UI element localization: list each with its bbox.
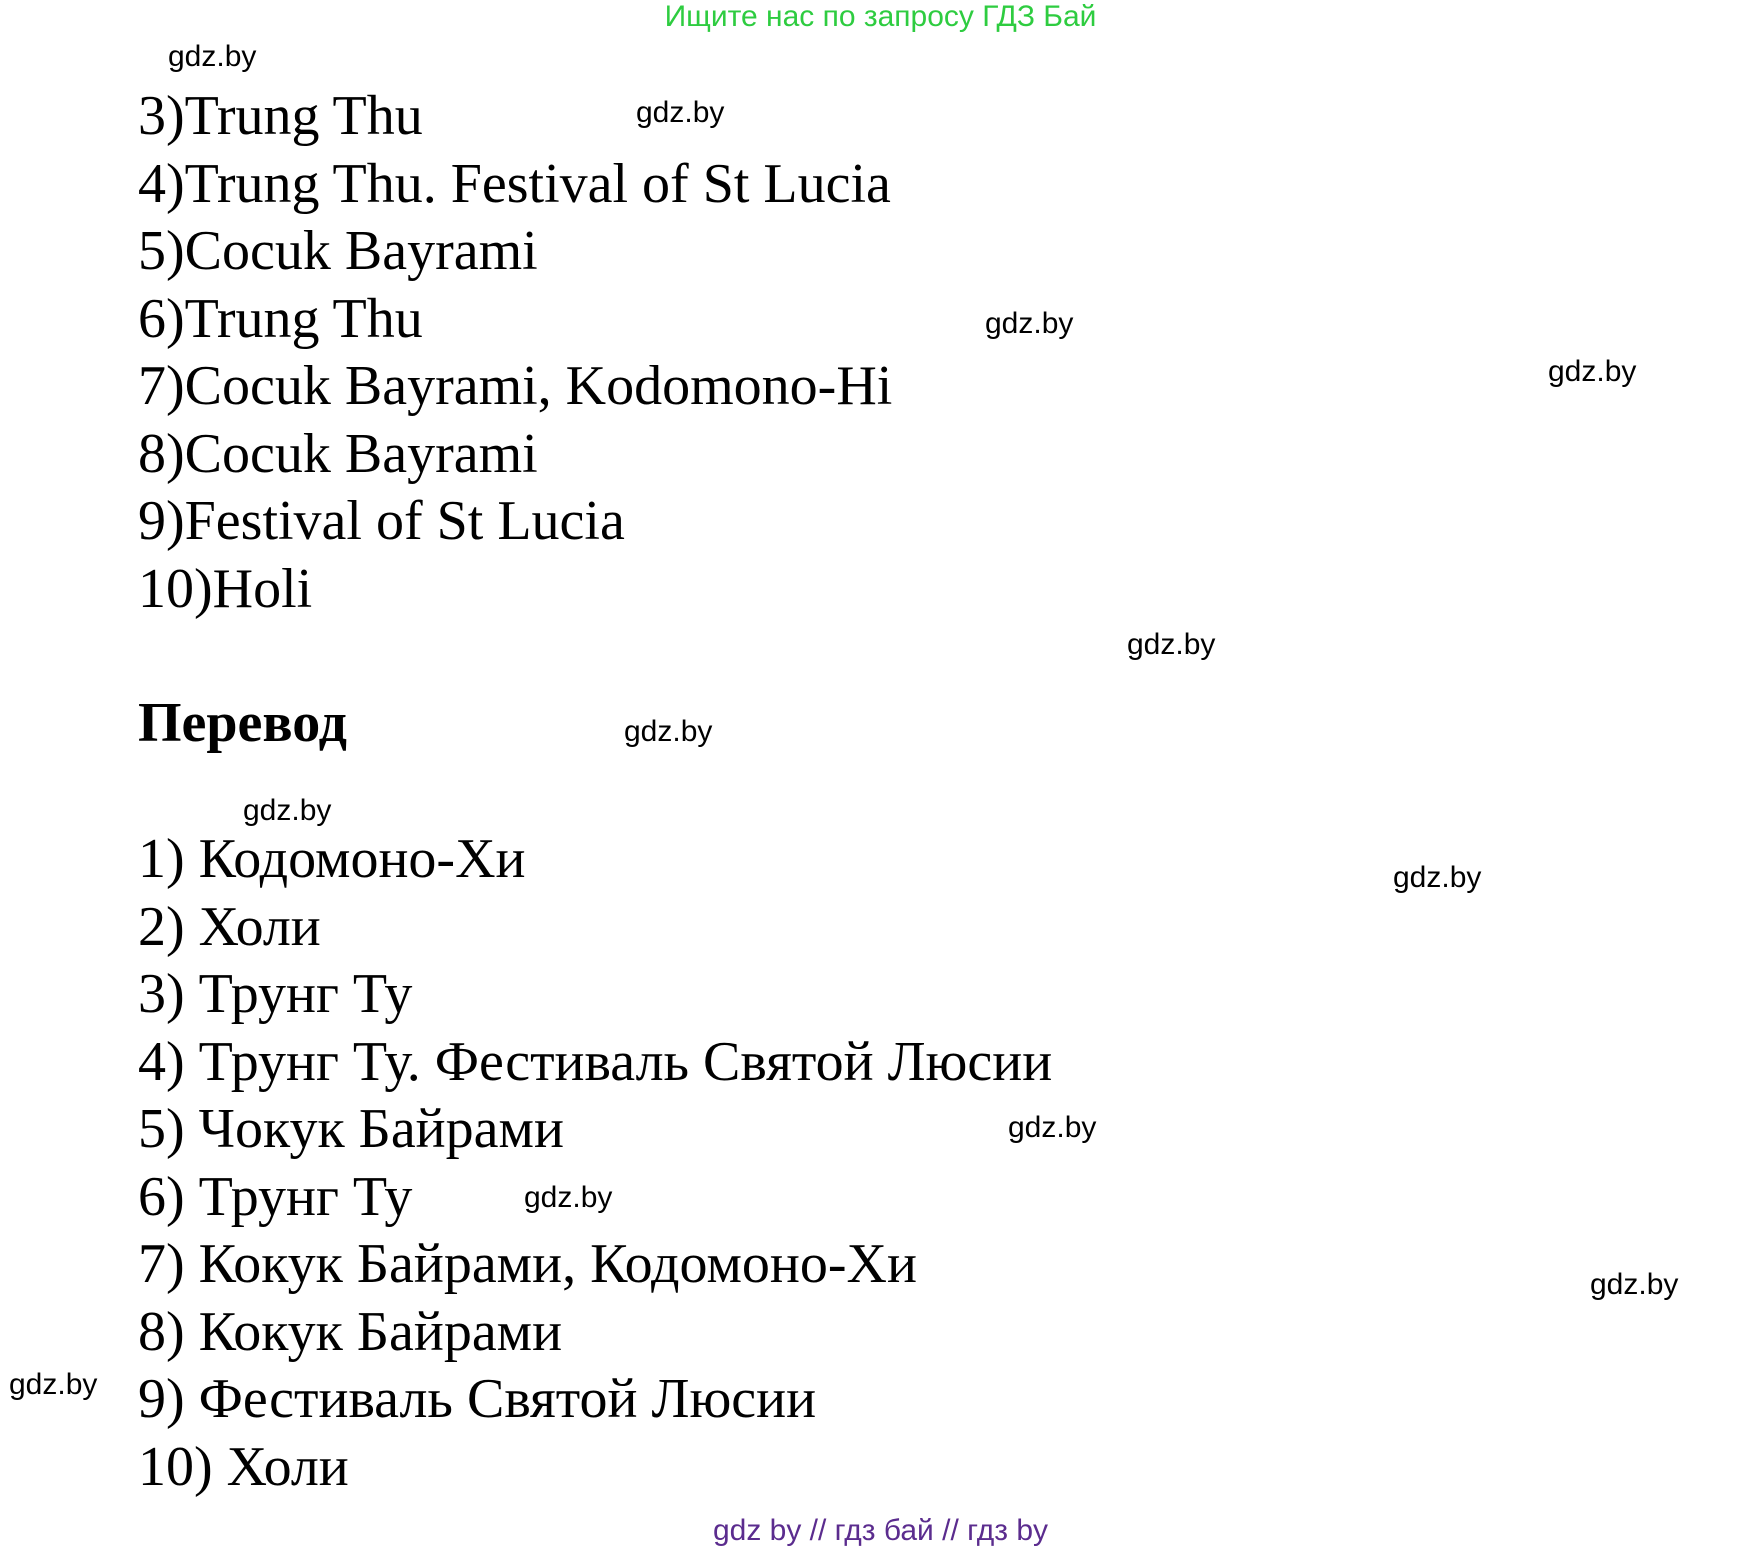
watermark: gdz.by	[624, 715, 713, 748]
footer-links: gdz by // гдз бай // гдз by	[712, 1514, 1049, 1547]
watermark: gdz.by	[636, 96, 725, 129]
watermark: gdz.by	[1548, 355, 1637, 388]
translation-title: Перевод	[138, 692, 347, 754]
list-item: 2) Холи	[138, 895, 321, 958]
list-item: 5)Cocuk Bayrami	[138, 220, 538, 282]
list-item: 3) Трунг Ту	[138, 963, 413, 1025]
watermark: gdz.by	[985, 307, 1074, 340]
list-item: 7)Cocuk Bayrami, Kodomono-Hi	[138, 355, 893, 417]
list-item: 9) Фестиваль Святой Люсии	[138, 1368, 817, 1430]
watermark: gdz.by	[1127, 628, 1216, 661]
watermark: gdz.by	[1393, 861, 1482, 894]
list-item: 4) Трунг Ту. Фестиваль Святой Люсии	[138, 1030, 1053, 1093]
list-item: 6) Трунг Ту	[138, 1165, 413, 1228]
list-item: 4)Trung Thu. Festival of St Lucia	[138, 152, 891, 215]
list-item: 7) Кокук Байрами, Кодомоно-Хи	[138, 1233, 917, 1295]
list-item: 5) Чокук Байрами	[138, 1098, 564, 1160]
list-item: 10) Холи	[138, 1435, 349, 1498]
watermark: gdz.by	[524, 1181, 613, 1214]
list-item: 6)Trung Thu	[138, 287, 423, 350]
watermark: gdz.by	[168, 40, 257, 73]
list-item: 8) Кокук Байрами	[138, 1300, 563, 1363]
list-item: 8)Cocuk Bayrami	[138, 422, 538, 485]
list-item: 9)Festival of St Lucia	[138, 490, 625, 552]
top-banner: Ищите нас по запросу ГДЗ Бай	[664, 0, 1097, 33]
watermark: gdz.by	[1590, 1268, 1679, 1301]
watermark: gdz.by	[243, 794, 332, 827]
list-item: 10)Holi	[138, 557, 313, 620]
answers-list-en	[138, 83, 892, 623]
watermark: gdz.by	[1008, 1111, 1097, 1144]
answers-list-ru	[138, 826, 1052, 1501]
list-item: 3)Trung Thu	[138, 85, 423, 147]
list-item: 1) Кодомоно-Хи	[138, 828, 526, 890]
watermark: gdz.by	[9, 1368, 98, 1401]
